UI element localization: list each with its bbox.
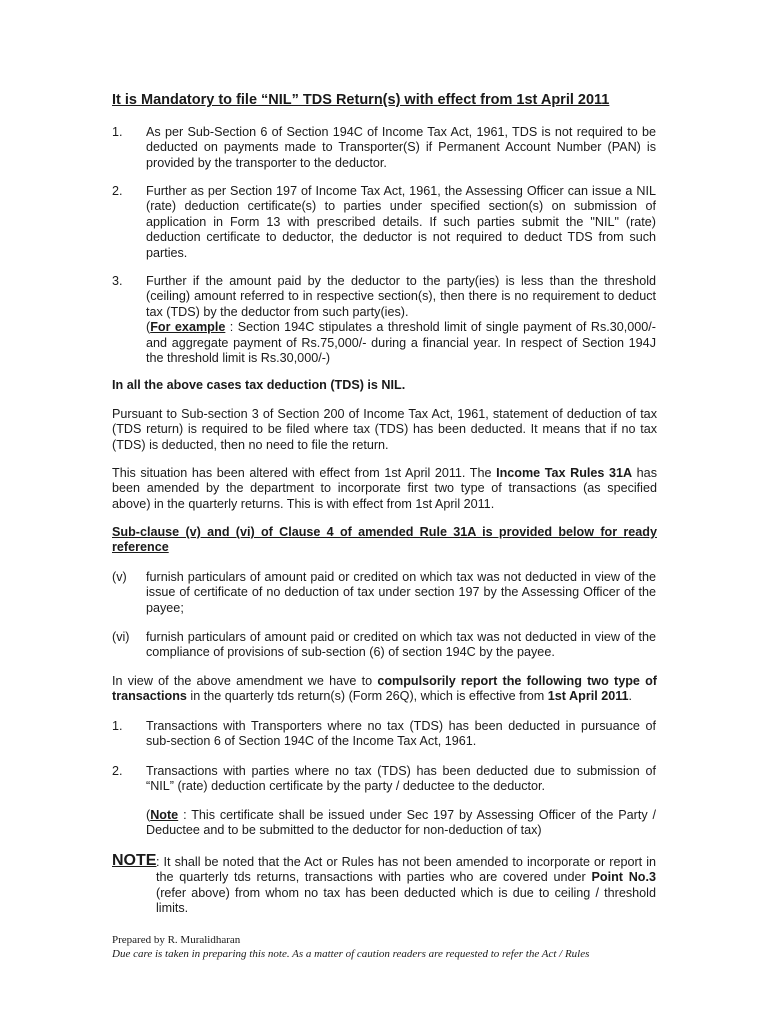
point-3	[146, 274, 656, 366]
nil-statement: In all the above cases tax deduction (TDS) is NIL.	[112, 378, 406, 392]
certificate-note-text: : This certificate shall be issued under Sec 197 by Assessing Officer of the Party / Deductee and to be submitted to the deductor for non-deduction of tax)	[146, 808, 656, 838]
point-2-number: 2.	[112, 184, 123, 198]
para-amendment-p2: in the quarterly tds return(s) (Form 26Q), which is effective from	[186, 689, 548, 704]
para-amendment	[112, 674, 657, 705]
point-2-text: Further as per Section 197 of Income Tax Act, 1961, the Assessing Officer can issue a NIL (rate) deduction certificate(s) to parties under specified section(s) on submission of application in Form 13 with prescribed details. If such parties submit the "NIL" (rate) deduction certificate to deductor, the deductor is not required to deduct TDS from such parties.	[146, 184, 656, 260]
example-open: (	[146, 320, 151, 335]
para-amendment-b2: 1st April 2011	[547, 689, 629, 704]
para-altered-after: has been amended by the department to incorporate first two type of transactions (as specified above) in the quarterly returns. This is with effect from 1st April 2011.	[112, 466, 657, 511]
subclause-vi-text: furnish particulars of amount paid or credited on which tax was not deducted in view of the compliance of provisions of sub-section (6) of section 194C by the payee.	[146, 630, 656, 660]
subclause-v-text: furnish particulars of amount paid or credited on which tax was not deducted in view of the issue of certificate of no deduction of tax under section 197 by the Assessing Officer of the payee;	[146, 570, 656, 615]
transaction-1-text: Transactions with Transporters where no tax (TDS) has been deducted in pursuance of sub-section 6 of Section 194C of the Income Tax Act, 1961.	[146, 719, 656, 749]
transaction-1-number: 1.	[112, 719, 123, 733]
example-label: For example	[150, 320, 226, 335]
subclause-vi-number: (vi)	[112, 630, 130, 644]
point-3-text: Further if the amount paid by the deductor to the party(ies) is less than the threshold (ceiling) amount referred to in respective section(s), then there is no requirement to deduct tax (TDS) by the deductor from such party(ies).	[146, 274, 656, 319]
footer	[112, 934, 672, 961]
para-section-200: Pursuant to Sub-section 3 of Section 200 of Income Tax Act, 1961, statement of deduction of tax (TDS return) is required to be filed where tax (TDS) has been deducted. It means that if no tax (TDS) is deducted, then no need to file the return.	[112, 407, 657, 452]
subclause-heading: Sub-clause (v) and (vi) of Clause 4 of amended Rule 31A is provided below for ready reference	[112, 525, 657, 555]
certificate-note	[146, 808, 656, 839]
point-1-number: 1.	[112, 125, 123, 139]
para-altered	[112, 466, 657, 512]
note-label: NOTE	[112, 852, 157, 869]
prepared-by: Prepared by R. Muralidharan	[112, 934, 241, 946]
transaction-2-text: Transactions with parties where no tax (TDS) has been deducted due to submission of “NIL” (rate) deduction certificate by the party / deductee to the deductor.	[146, 764, 656, 794]
page-title: It is Mandatory to file “NIL” TDS Return(s) with effect from 1st April 2011	[112, 92, 610, 108]
subclause-v-number: (v)	[112, 570, 127, 584]
example-text: : Section 194C stipulates a threshold limit of single payment of Rs.30,000/- and aggregate payment of Rs.75,000/- during a financial year. In respect of Section 194J the threshold limit is Rs.30,000/-)	[146, 320, 656, 366]
disclaimer: Due care is taken in preparing this note. As a matter of caution readers are requested to refer the Act / Rules	[112, 947, 590, 960]
para-amendment-p1: In view of the above amendment we have to	[112, 674, 378, 688]
certificate-note-label: Note	[150, 808, 179, 822]
note-text	[156, 855, 656, 917]
certificate-note-open: (	[146, 808, 151, 822]
rule-31a: Income Tax Rules 31A	[496, 466, 633, 480]
note-text-2: (refer above) from whom no tax has been deducted which is due to ceiling / threshold limits.	[156, 885, 656, 916]
point-1-text: As per Sub-Section 6 of Section 194C of Income Tax Act, 1961, TDS is not required to be deducted on payments made to Transporter(S) if Permanent Account Number (PAN) is provided by the transporter to the deductor.	[146, 125, 656, 170]
para-amendment-p3: .	[628, 689, 633, 704]
para-amendment-b1: compulsorily report the following two type of transactions	[112, 674, 657, 704]
transaction-2-number: 2.	[112, 764, 123, 778]
note-text-1: : It shall be noted that the Act or Rules has not been amended to incorporate or report in the quarterly tds returns, transactions with parties who are covered under	[156, 855, 656, 885]
point-3-reference: Point No.3	[591, 870, 656, 885]
para-altered-before: This situation has been altered with effect from 1st April 2011. The	[112, 466, 497, 480]
point-3-number: 3.	[112, 274, 123, 288]
